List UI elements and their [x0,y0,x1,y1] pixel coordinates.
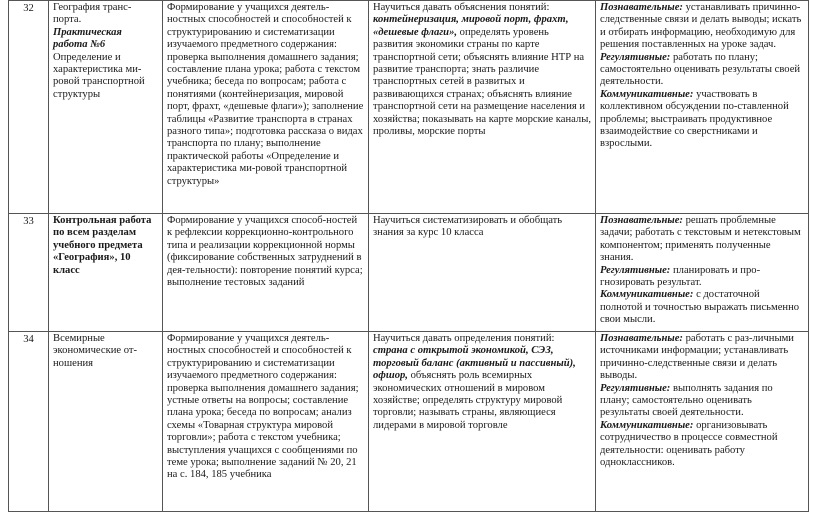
uud-text-cognitive: решать проблемные задачи; работать с текстовым и нетекстовым компонентом; применять полученные знания. [600,215,801,264]
uud-text-cognitive: работать с раз-личными источниками информации; устанавливать причинно-следственные связи и делать выводы. [600,333,794,382]
table-row-34 [9,332,809,512]
uud-label-cognitive: Познавательные: [600,215,683,226]
uud-text-communicative: организовывать сотрудничество в процессе совместной деятельности: оценивать работу одноклассников. [600,419,778,469]
subject-results-cell [369,332,596,512]
uud-text-regulatory: выполнять задания по плану; самостоятельно оценивать результаты своей деятельности. [600,382,773,419]
subject-rest: определять уровень развития экономики страны по карте транспортной сети; объяснять влияние НТР на развитие транспорта; знать различие транспортных сетей в развитых и развивающихся странах; объяснять влияние транспортной сети на размещение населения и хозяйства; показывать на карте морские каналы, проливы, морские порты [373,26,591,138]
uud-label-regulatory: Регулятивные: [600,264,671,276]
uud-text-cognitive: устанавливать причинно-следственные связи и делать выводы; искать и отбирать информацию, необходимую для решения поставленных на уроке задач. [600,2,802,51]
uud-cell [596,332,809,512]
uud-label-cognitive: Познавательные: [600,333,683,344]
topic-line-1: География транс- [53,2,132,13]
lesson-number: 33 [9,214,49,332]
subject-intro: Научиться давать определения понятий: [373,333,555,344]
lesson-topic: Контрольная работа по всем разделам учебного предмета «География», 10 класс [49,214,163,332]
uud-label-communicative: Коммуникативные: [600,88,694,100]
activity-cell: Формирование у учащихся деятель-ностных способностей и способностей к структурированию и систематизации изучаемого предметного содержания: проверка выполнения домашнего задания; устные ответы на вопросы; составление плана урока; беседа по вопросам; анализ схемы «Товарная структура мировой торговли»; работа с текстом учебника; выступления учащихся с сообщениями по теме урока; выполнение заданий № 20, 21 на с. 184, 185 учебника [163,332,369,512]
topic-description: Определение и характеристика ми-ровой транспортной структуры [53,51,145,100]
uud-text-regulatory: работать по плану; самостоятельно оценивать результаты своей деятельности. [600,51,801,88]
table-row-33 [9,214,809,332]
uud-label-cognitive: Познавательные: [600,2,683,13]
uud-label-communicative: Коммуникативные: [600,289,694,301]
subject-results-cell: Научиться систематизировать и обобщать знания за курс 10 класса [369,214,596,332]
uud-cell [596,214,809,332]
uud-label-regulatory: Регулятивные: [600,382,671,394]
uud-text-communicative: с достаточной полнотой и точностью выражать письменно свои мысли. [600,289,800,326]
uud-text-regulatory: планировать и про-гнозировать результат. [600,264,761,289]
uud-label-communicative: Коммуникативные: [600,419,694,431]
lesson-number: 34 [9,332,49,512]
uud-cell [596,1,809,214]
topic-line-2: порта. [53,14,82,26]
lesson-number: 32 [9,1,49,214]
practical-work-label: Практическая работа №6 [53,26,122,51]
subject-results-cell [369,1,596,214]
activity-cell: Формирование у учащихся деятель-ностных способностей и способностей к структурированию и систематизации изучаемого предметного содержания: проверка выполнения домашнего задания; составление плана урока; работа с текстом учебника; беседа по вопросам; работа с понятиями (контейнеризация, мировой порт, фрахт, «дешевые флаги»); заполнение таблицы «Развитие транспорта в странах разного типа»; подготовка рассказа о видах транспорта по плану; выполнение практической работы «Определение и характеристика ми-ровой транспортной структуры» [163,1,369,214]
subject-terms: контейнеризация, мировой порт, фрахт, «дешевые флаги», [373,14,569,38]
lesson-plan-table [8,0,809,512]
uud-text-communicative: участвовать в коллективном обсуждении по-ставленной проблемы; выстраивать продуктивное взаимодействие со сверстниками и взрослыми. [600,88,789,150]
activity-cell: Формирование у учащихся способ-ностей к рефлексии коррекционно-контрольного типа и реализации коррекционной нормы (фиксирование собственных затруднений в дея-тельности): повторение понятий курса; выполнение тестовых заданий [163,214,369,332]
subject-rest: объяснять роль всемирных экономических отношений в мировом хозяйстве; определять структуру мировой торговли; называть страны, являющиеся лидерами в мировой торговле [373,370,563,431]
lesson-topic: Всемирные экономические от-ношения [49,332,163,512]
uud-label-regulatory: Регулятивные: [600,51,671,63]
table-row-32 [9,1,809,214]
lesson-topic [49,1,163,214]
subject-terms: страна с открытой экономикой, СЭЗ, торговый баланс (активный и пассивный), офшор, [373,345,576,382]
subject-intro: Научиться давать объяснения понятий: [373,2,550,13]
